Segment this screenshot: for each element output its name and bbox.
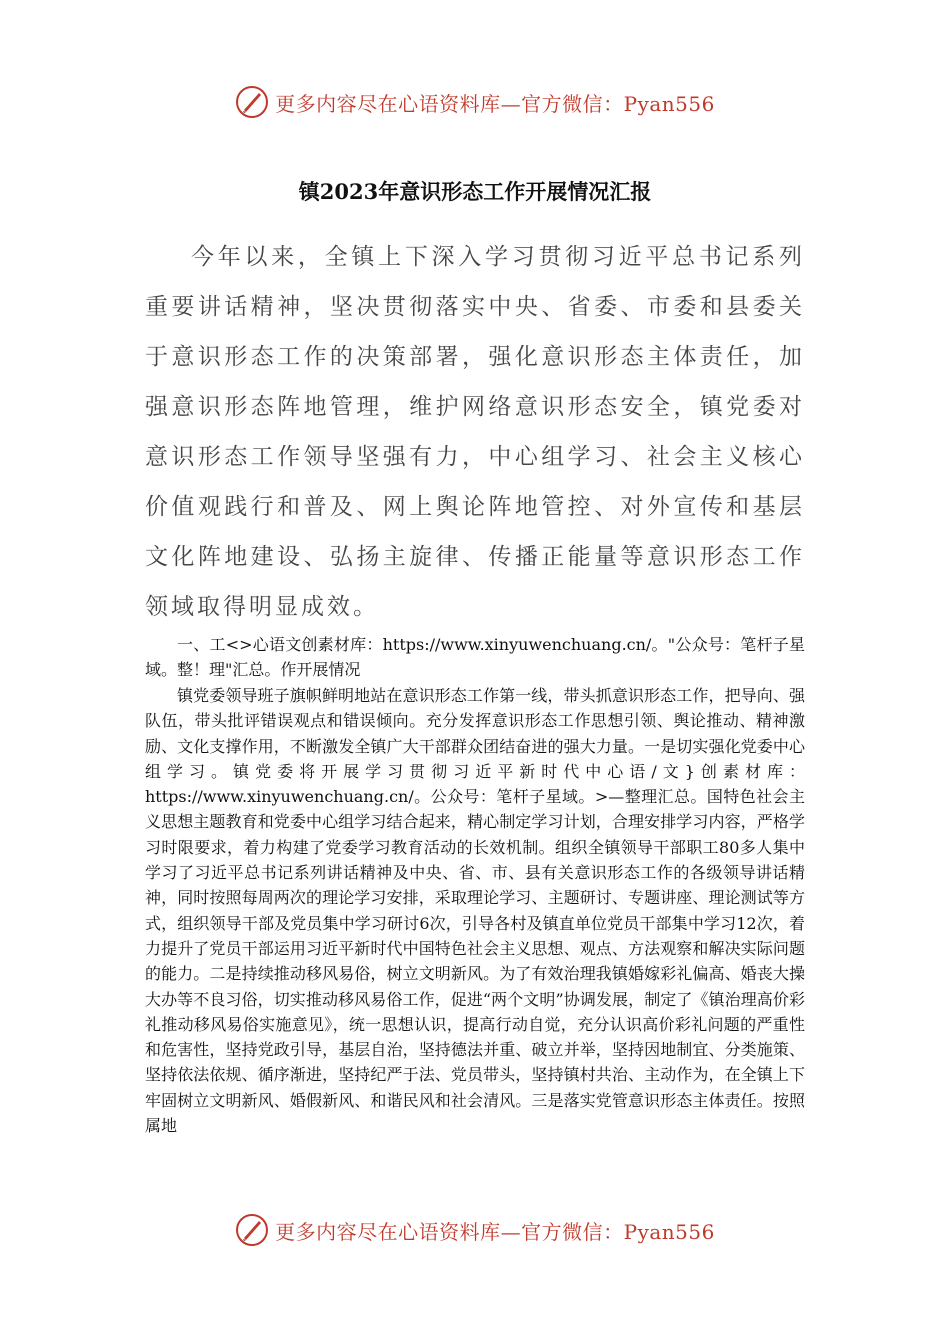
quill-pen-logo-icon bbox=[235, 85, 269, 119]
watermark-text: 更多内容尽在心语资料库—官方微信：Pyan556 bbox=[275, 91, 715, 116]
quill-pen-logo-icon bbox=[235, 1213, 269, 1247]
document-title: 镇2023年意识形态工作开展情况汇报 bbox=[298, 179, 652, 204]
header-watermark-banner bbox=[0, 78, 950, 126]
intro-paragraph: 今年以来，全镇上下深入学习贯彻习近平总书记系列重要讲话精神，坚决贯彻落实中央、省委、市委和县委关于意识形态工作的决策部署，强化意识形态主体责任，加强意识形态阵地管理，维护网络意识形态安全，镇党委对意识形态工作领导坚强有力，中心组学习、社会主义核心价值观践行和普及、网上舆论阵地管控、对外宣传和基层文化阵地建设、弘扬主旋律、传播正能量等意识形态工作领域取得明显成效。 bbox=[145, 244, 805, 620]
body-paragraph: 镇党委领导班子旗帜鲜明地站在意识形态工作第一线，带头抓意识形态工作，把导向、强队伍，带头批评错误观点和错误倾向。充分发挥意识形态工作思想引领、舆论推动、精神激励、文化支撑作用，不断激发全镇广大干部群众团结奋进的强大力量。一是切实强化党委中心组学习。镇党委将开展学习贯彻习近平新时代中心语/文}创素材库：https://www.xinyuwenchuang.cn/。公众号：笔杆子星域。>—整理汇总。国特色社会主义思想主题教育和党委中心组学习结合起来，精心制定学习计划，合理安排学习内容，严格学习时限要求，着力构建了党委学习教育活动的长效机制。组织全镇领导干部职工80多人集中学习了习近平总书记系列讲话精神及中央、省、市、县有关意识形态工作的各级领导讲话精神，同时按照每周两次的理论学习安排，采取理论学习、主题研讨、专题讲座、理论测试等方式，组织领导干部及党员集中学习研讨6次，引导各村及镇直单位党员干部集中学习12次，着力提升了党员干部运用习近平新时代中国特色社会主义思想、观点、方法观察和解决实际问题的能力。二是持续推动移风易俗，树立文明新风。为了有效治理我镇婚嫁彩礼偏高、婚丧大操大办等不良习俗，切实推动移风易俗工作，促进“两个文明”协调发展，制定了《镇治理高价彩礼推动移风易俗实施意见》，统一思想认识，提高行动自觉，充分认识高价彩礼问题的严重性和危害性，坚持党政引导，基层自治，坚持德法并重、破立并举，坚持因地制宜、分类施策、坚持依法依规、循序渐进，坚持纪严于法、党员带头，坚持镇村共治、主动作为，在全镇上下牢固树立文明新风、婚假新风、和谐民风和社会清风。三是落实党管意识形态主体责任。按照属地 bbox=[145, 686, 805, 1136]
watermark-text: 更多内容尽在心语资料库—官方微信：Pyan556 bbox=[275, 1219, 715, 1244]
footer-watermark-banner bbox=[0, 1206, 950, 1254]
section-heading: 一、工<>心语文创素材库：https://www.xinyuwenchuang.cn/。"公众号：笔杆子星域。整！理"汇总。作开展情况 bbox=[145, 635, 805, 680]
